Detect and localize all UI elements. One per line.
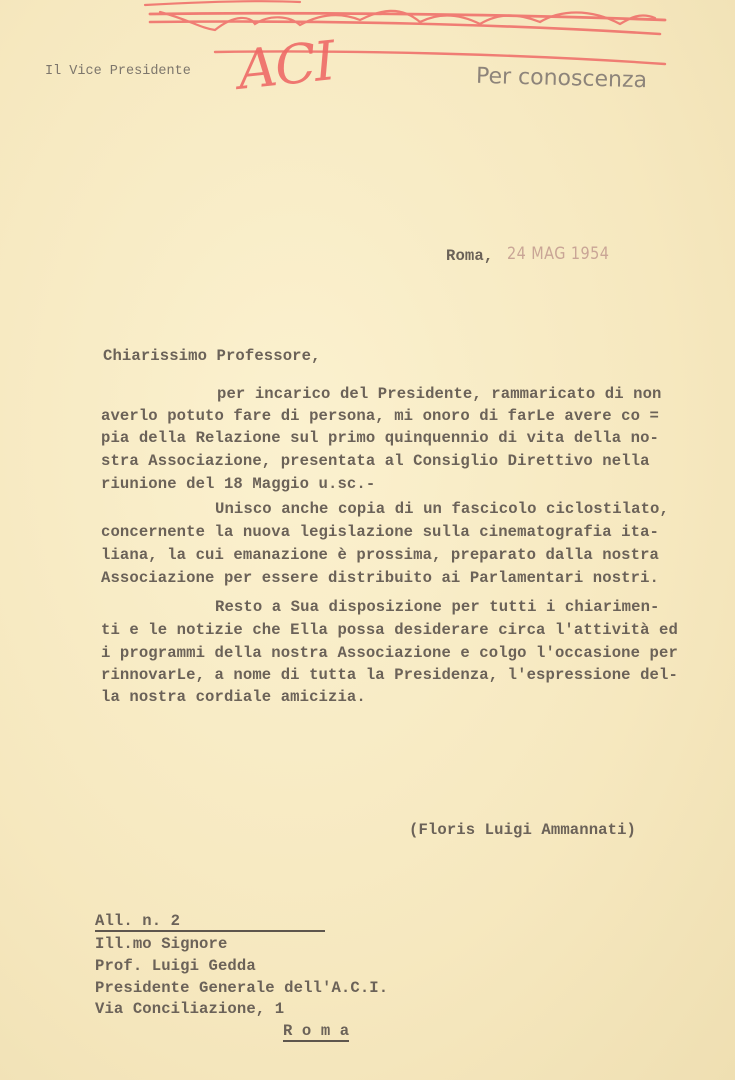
- per-conoscenza-stamp: Per conoscenza: [475, 63, 648, 94]
- recipient-city: R o m a: [283, 1022, 350, 1040]
- text-line: Associazione per essere distribuito ai Parlamentari nostri.: [101, 569, 660, 587]
- text-line: riunione del 18 Maggio u.sc.-: [101, 475, 376, 493]
- recipient-line: Ill.mo Signore: [95, 935, 228, 953]
- text-line: i programmi della nostra Associazione e colgo l'occasione per: [101, 644, 678, 662]
- salutation: Chiarissimo Professore,: [103, 347, 321, 365]
- text-line: per incarico del Presidente, rammaricato di non: [217, 385, 662, 403]
- text-line: concernente la nuova legislazione sulla cinematografia ita-: [101, 523, 660, 541]
- text-line: Unisco anche copia di un fascicolo ciclostilato,: [215, 500, 669, 518]
- text-line: averlo potuto fare di persona, mi onoro di farLe avere co =: [101, 407, 660, 425]
- text-line: stra Associazione, presentata al Consiglio Direttivo nella: [101, 452, 650, 470]
- red-pencil-strikethrough: [0, 0, 735, 110]
- text-line: rinnovarLe, a nome di tutta la Presidenza, l'espressione del-: [101, 666, 678, 684]
- enclosure-note: All. n. 2: [95, 912, 325, 932]
- text-line: liana, la cui emanazione è prossima, preparato dalla nostra: [101, 546, 660, 564]
- date-place: Roma,: [446, 247, 494, 265]
- sender-title: Il Vice Presidente: [45, 64, 191, 79]
- date-stamp: 24 MAG 1954: [507, 244, 610, 264]
- handwritten-annotation: ACI: [234, 29, 337, 102]
- signature: (Floris Luigi Ammannati): [409, 821, 636, 839]
- text-line: pia della Relazione sul primo quinquennio di vita della no-: [101, 429, 660, 447]
- recipient-line: Prof. Luigi Gedda: [95, 957, 256, 975]
- recipient-line: Via Conciliazione, 1: [95, 1000, 285, 1018]
- text-line: ti e le notizie che Ella possa desiderare circa l'attività ed: [101, 621, 678, 639]
- text-line: Resto a Sua disposizione per tutti i chiarimen-: [215, 598, 660, 616]
- text-line: la nostra cordiale amicizia.: [101, 688, 366, 706]
- recipient-line: Presidente Generale dell'A.C.I.: [95, 979, 389, 997]
